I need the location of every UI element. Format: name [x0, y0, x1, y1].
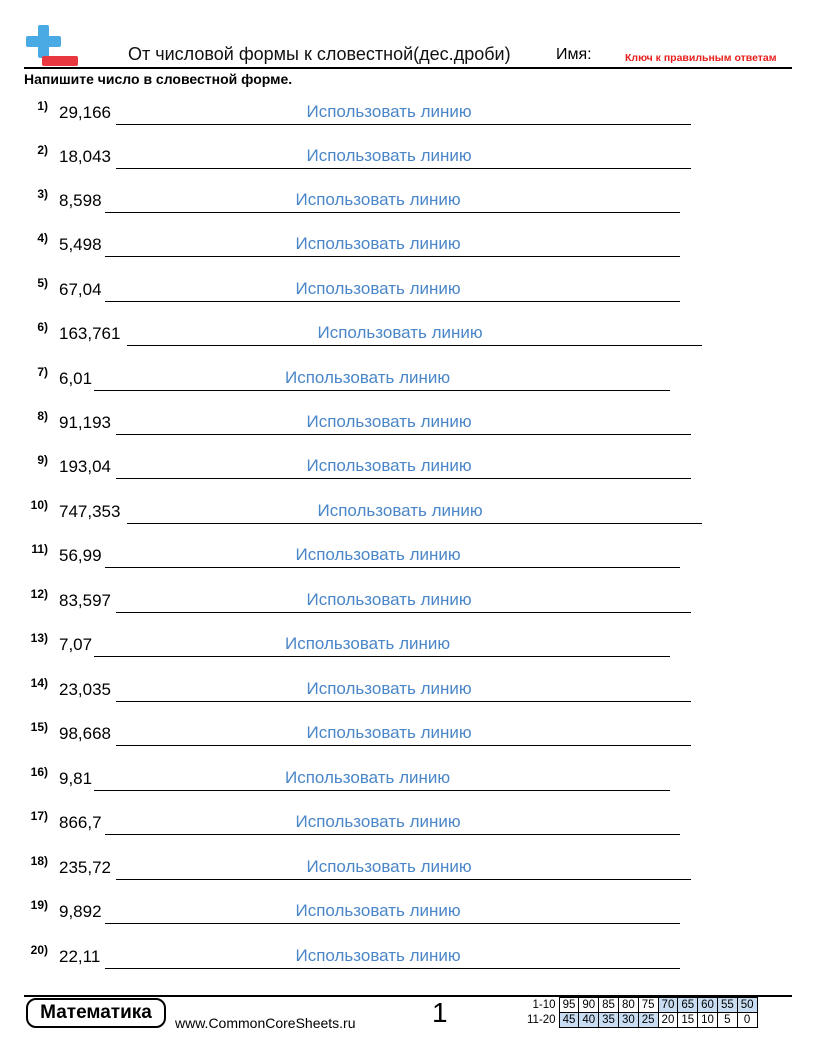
answer-text: Использовать линию	[285, 634, 451, 653]
problem-row	[0, 943, 816, 973]
score-cell: 40	[579, 1013, 599, 1028]
name-label: Имя:	[556, 46, 592, 63]
answer-line[interactable]	[105, 567, 680, 568]
answer-text: Использовать линию	[317, 323, 483, 342]
problem-value: 67,04	[59, 280, 102, 299]
answer-line[interactable]	[116, 124, 691, 125]
score-cell: 10	[698, 1013, 718, 1028]
problem-number: 1)	[37, 99, 48, 113]
problem-value: 98,668	[59, 724, 111, 743]
problem-number: 3)	[37, 187, 48, 201]
answer-text: Использовать линию	[295, 812, 461, 831]
score-cell: 60	[698, 998, 718, 1013]
problem-value: 747,353	[59, 502, 121, 521]
problem-number: 9)	[37, 453, 48, 467]
answer-line[interactable]	[105, 968, 680, 969]
answer-text: Использовать линию	[306, 102, 472, 121]
score-cell: 45	[559, 1013, 579, 1028]
score-cell: 75	[638, 998, 658, 1013]
problem-row	[0, 631, 816, 661]
answer-line[interactable]	[127, 523, 702, 524]
problem-number: 11)	[31, 542, 48, 556]
answer-text: Использовать линию	[306, 723, 472, 742]
problem-value: 6,01	[59, 369, 93, 388]
answer-text: Использовать линию	[306, 146, 472, 165]
header-divider	[24, 67, 792, 69]
problem-value: 56,99	[59, 546, 102, 565]
answer-text: Использовать линию	[285, 768, 451, 787]
problem-value: 5,498	[59, 235, 102, 254]
answer-text: Использовать линию	[306, 456, 472, 475]
answer-line[interactable]	[94, 790, 670, 791]
problem-row	[0, 898, 816, 928]
problem-value: 29,166	[59, 103, 111, 122]
score-row-label: 11-20	[527, 1014, 556, 1026]
score-row-label: 1-10	[532, 999, 556, 1011]
problem-row	[0, 854, 816, 884]
answer-text: Использовать линию	[295, 234, 461, 253]
answer-text: Использовать линию	[295, 279, 461, 298]
problem-value: 18,043	[59, 147, 111, 166]
score-cell: 15	[678, 1013, 698, 1028]
score-cell: 50	[737, 998, 757, 1013]
problem-row	[0, 276, 816, 306]
brand-badge: Математика	[26, 998, 166, 1028]
problem-row	[0, 498, 816, 528]
problem-value: 8,598	[59, 191, 102, 210]
problem-number: 16)	[30, 765, 48, 779]
score-cell: 85	[599, 998, 619, 1013]
answer-text: Использовать линию	[306, 679, 472, 698]
answer-line[interactable]	[105, 301, 680, 302]
answer-line[interactable]	[94, 656, 670, 657]
answer-line[interactable]	[105, 923, 680, 924]
problem-number: 15)	[30, 720, 48, 734]
score-cell: 20	[658, 1013, 678, 1028]
problem-row	[0, 453, 816, 483]
problem-row	[0, 587, 816, 617]
answer-text: Использовать линию	[295, 190, 461, 209]
score-cell: 35	[599, 1013, 619, 1028]
problem-number: 4)	[37, 231, 48, 245]
problem-number: 17)	[30, 809, 48, 823]
problem-number: 14)	[30, 676, 48, 690]
score-cell: 5	[717, 1013, 737, 1028]
answer-line[interactable]	[116, 478, 691, 479]
problem-row	[0, 409, 816, 439]
score-cell: 65	[678, 998, 698, 1013]
problem-value: 235,72	[59, 858, 111, 877]
problem-value: 193,04	[59, 457, 111, 476]
problem-row	[0, 765, 816, 795]
problem-row	[0, 231, 816, 261]
problem-row	[0, 365, 816, 395]
problem-number: 8)	[37, 409, 48, 423]
problem-row	[0, 320, 816, 350]
answer-text: Использовать линию	[295, 901, 461, 920]
answer-line[interactable]	[94, 390, 670, 391]
answer-line[interactable]	[116, 879, 691, 880]
answer-key-label: Ключ к правильным ответам	[625, 52, 777, 64]
score-table	[527, 997, 758, 1028]
answer-text: Использовать линию	[317, 501, 483, 520]
answer-line[interactable]	[127, 345, 702, 346]
page-number: 1	[432, 997, 448, 1028]
score-row	[527, 1013, 757, 1028]
problem-row	[0, 720, 816, 750]
problem-row	[0, 187, 816, 217]
problem-number: 10)	[30, 498, 48, 512]
answer-line[interactable]	[105, 834, 680, 835]
answer-text: Использовать линию	[306, 412, 472, 431]
score-cell: 90	[579, 998, 599, 1013]
problem-number: 12)	[30, 587, 48, 601]
answer-line[interactable]	[116, 434, 691, 435]
score-row	[527, 998, 757, 1013]
answer-line[interactable]	[116, 745, 691, 746]
score-cell: 95	[559, 998, 579, 1013]
score-cell: 25	[638, 1013, 658, 1028]
answer-line[interactable]	[105, 256, 680, 257]
answer-line[interactable]	[116, 168, 691, 169]
problem-row	[0, 542, 816, 572]
problem-row	[0, 676, 816, 706]
score-cell: 0	[737, 1013, 757, 1028]
problem-row	[0, 809, 816, 839]
answer-text: Использовать линию	[295, 946, 461, 965]
score-cell: 80	[618, 998, 638, 1013]
problem-number: 5)	[37, 276, 48, 290]
problem-row	[0, 143, 816, 173]
instructions: Напишите число в словестной форме.	[24, 71, 293, 87]
answer-text: Использовать линию	[306, 590, 472, 609]
problem-value: 7,07	[59, 635, 93, 654]
problem-value: 163,761	[59, 324, 121, 343]
problem-number: 18)	[30, 854, 48, 868]
problem-value: 9,81	[59, 769, 93, 788]
score-cell: 70	[658, 998, 678, 1013]
score-cell: 30	[618, 1013, 638, 1028]
problem-number: 19)	[30, 898, 48, 912]
problem-value: 866,7	[59, 813, 102, 832]
answer-line[interactable]	[116, 701, 691, 702]
problem-value: 83,597	[59, 591, 111, 610]
problem-number: 13)	[30, 631, 48, 645]
score-cell: 55	[717, 998, 737, 1013]
answer-line[interactable]	[116, 612, 691, 613]
answer-line[interactable]	[105, 212, 680, 213]
problem-value: 22,11	[59, 947, 101, 966]
answer-text: Использовать линию	[285, 368, 451, 387]
logo-plus-minus-icon	[22, 24, 80, 68]
answer-text: Использовать линию	[306, 857, 472, 876]
problem-row	[0, 99, 816, 129]
problem-value: 9,892	[59, 902, 102, 921]
page-title: От числовой формы к словестной(дес.дроби)	[128, 44, 511, 64]
problem-number: 20)	[30, 943, 48, 957]
problem-value: 91,193	[59, 413, 111, 432]
problem-value: 23,035	[59, 680, 111, 699]
problem-number: 2)	[37, 143, 48, 157]
problem-number: 7)	[37, 365, 48, 379]
answer-text: Использовать линию	[295, 545, 461, 564]
site-url: www.CommonCoreSheets.ru	[175, 1015, 356, 1031]
problem-number: 6)	[37, 320, 48, 334]
